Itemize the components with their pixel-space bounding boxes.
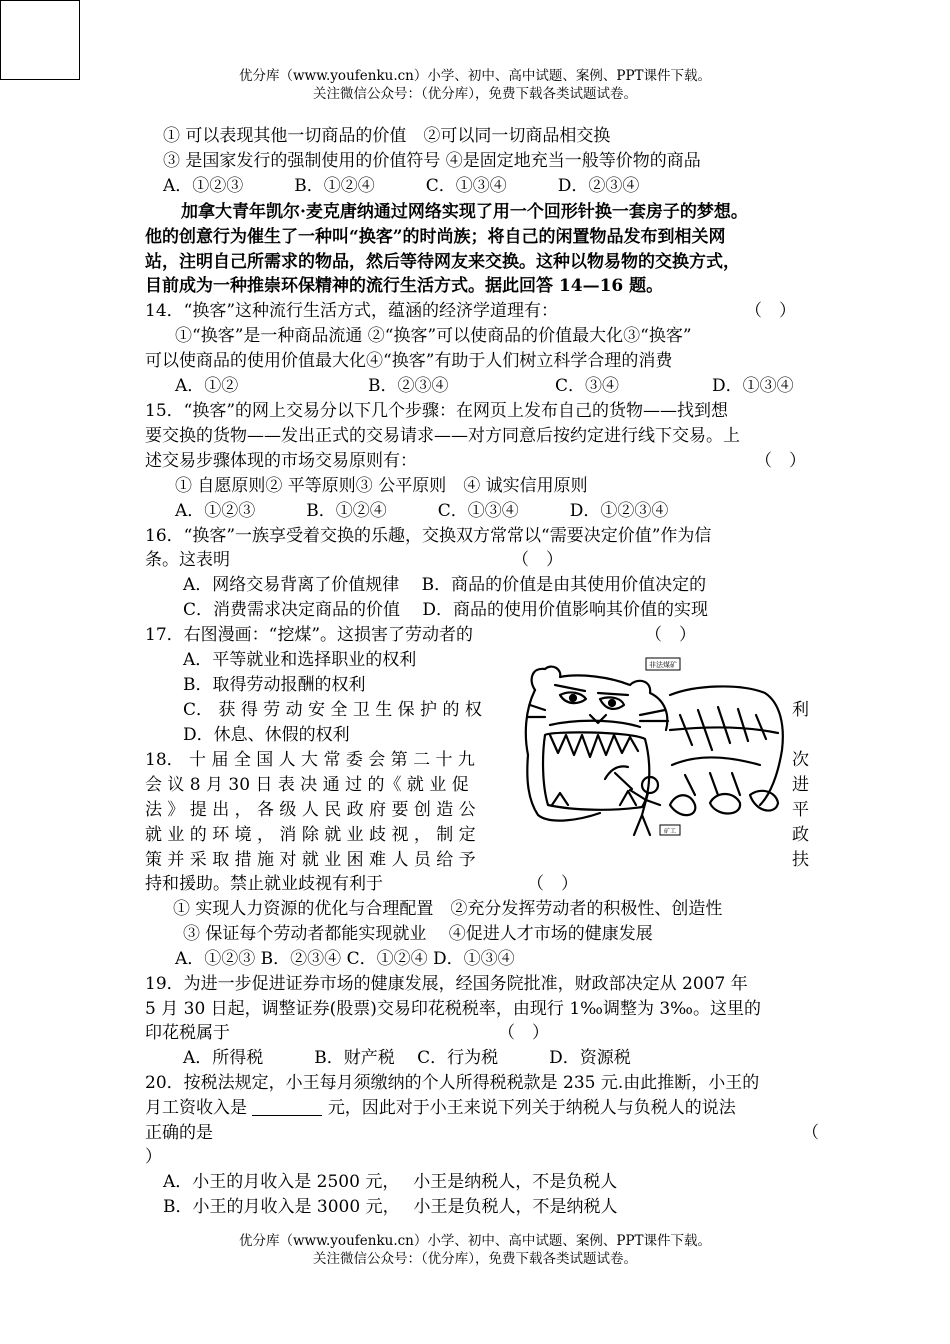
q18-line-2: 会 议 8 月 30 日 表 决 通 过 的《 就 业 促: [145, 775, 469, 795]
q18-line-4: 就 业 的 环 境 ， 消 除 就 业 歧 视 ， 制 定: [145, 825, 476, 845]
q18-options-34: ③ 保证每个劳动者都能实现就业 ④促进人才市场的健康发展: [183, 924, 653, 944]
passage-line-1: 加拿大青年凯尔·麦克唐纳通过网络实现了用一个回形针换一套房子的梦想。: [181, 202, 748, 222]
q14-options-line-2: 可以使商品的使用价值最大化④“换客”有助于人们树立科学合理的消费: [145, 351, 673, 371]
footer-line-1: 优分库（www.youfenku.cn）小学、初中、高中试题、案例、PPT课件下载。: [238, 1233, 712, 1249]
q18-line-1-end: 次: [792, 750, 809, 770]
q14-answer-paren: （ ）: [745, 301, 796, 321]
q13-choices: A．①②③ B．①②④ C．①③④ D．②③④: [163, 176, 640, 196]
page-header: [0, 67, 950, 103]
q19-stem-line-2: 5 月 30 日起，调整证券(股票)交易印花税税率，由现行 1‰调整为 3‰。这里的: [145, 999, 761, 1019]
cartoon-sign-label: 非法煤矿: [649, 661, 677, 669]
q15-stem-line-3: 述交易步骤体现的市场交易原则有：: [145, 451, 417, 471]
coal-mine-cartoon: [520, 655, 790, 845]
passage-line-3: 站，注明自己所需求的物品，然后等待网友来交换。这种以物易物的交换方式，: [145, 252, 740, 272]
q17-choice-c: C． 获 得 劳 动 安 全 卫 生 保 护 的 权: [183, 700, 482, 720]
q18-choices: A．①②③ B．②③④ C．①②④ D．①③④: [175, 949, 515, 969]
q18-line-3: 法 》 提 出 ， 各 级 人 民 政 府 要 创 造 公: [145, 800, 476, 820]
q20-paren-open: （: [802, 1123, 819, 1143]
q20-stem-line-2-start: 月工资收入是: [145, 1098, 247, 1118]
passage-line-4: 目前成为一种推崇环保精神的流行生活方式。据此回答 14—16 题。: [145, 276, 664, 296]
q16-answer-paren: （ ）: [512, 550, 563, 570]
q19-stem-line-1: 19．为进一步促进证券市场的健康发展，经国务院批准，财政部决定从 2007 年: [145, 974, 748, 994]
q14-options-line-1: ①“换客”是一种商品流通 ②“换客”可以使商品的价值最大化③“换客”: [175, 326, 692, 346]
q20-fill-blank[interactable]: [252, 1099, 322, 1116]
q13-options-12: ① 可以表现其他一切商品的价值 ②可以同一切商品相交换: [163, 126, 611, 146]
q18-options-12: ① 实现人力资源的优化与合理配置 ②充分发挥劳动者的积极性、创造性: [173, 899, 723, 919]
q18-line-5-end: 扶: [792, 850, 809, 870]
q18-line-2-end: 进: [792, 775, 809, 795]
q17-choice-d: D．休息、休假的权利: [183, 725, 350, 745]
q15-stem-line-2: 要交换的货物——发出正式的交易请求——对方同意后按约定进行线下交易。上: [145, 426, 740, 446]
q19-stem-line-3: 印花税属于: [145, 1023, 230, 1043]
q14-choice-b: B．②③④: [368, 376, 449, 396]
q16-choices-cd: C．消费需求决定商品的价值 D．商品的使用价值影响其价值的实现: [183, 600, 709, 620]
q19-answer-paren: （ ）: [498, 1023, 549, 1043]
q17-answer-paren: （ ）: [645, 625, 696, 645]
q20-paren-close: ）: [145, 1147, 162, 1167]
footer-line-2: 关注微信公众号：（优分库），免费下载各类试题试卷。: [313, 1251, 637, 1267]
q18-line-4-end: 政: [792, 825, 809, 845]
q13-options-34: ③ 是国家发行的强制使用的价值符号 ④是固定地充当一般等价物的商品: [163, 151, 701, 171]
q18-line-3-end: 平: [792, 800, 809, 820]
q16-stem-line-1: 16．“换客”一族享受着交换的乐趣，交换双方常常以“需要决定价值”作为信: [145, 526, 712, 546]
q16-choices-ab: A．网络交易背离了价值规律 B．商品的价值是由其使用价值决定的: [183, 575, 707, 595]
q19-choices: A．所得税 B．财产税 C．行为税 D．资源税: [183, 1048, 631, 1068]
q20-stem-line-2: [145, 1097, 736, 1119]
q15-choices: A．①②③ B．①②④ C．①③④ D．①②③④: [175, 501, 669, 521]
header-line-1: 优分库（www.youfenku.cn）小学、初中、高中试题、案例、PPT课件下载。: [238, 68, 712, 84]
q14-choice-a: A．①②: [175, 376, 239, 396]
q18-answer-paren: （ ）: [527, 874, 578, 894]
q20-stem-line-3: 正确的是: [145, 1123, 213, 1143]
q20-choice-b: B．小王的月收入是 3000 元， 小王是负税人，不是纳税人: [163, 1197, 618, 1217]
passage-line-2: 他的创意行为催生了一种叫“换客”的时尚族；将自己的闲置物品发布到相关网: [145, 227, 726, 247]
q20-choice-a: A．小王的月收入是 2500 元， 小王是纳税人，不是负税人: [163, 1172, 618, 1192]
q16-stem-line-2: 条。这表明: [145, 550, 230, 570]
q18-line-6: 持和援助。禁止就业歧视有利于: [145, 874, 383, 894]
q14-choice-c: C．③④: [555, 376, 620, 396]
cartoon-worker-label: 矿工: [663, 828, 677, 835]
q15-stem-line-1: 15．“换客”的网上交易分以下几个步骤：在网页上发布自己的货物——找到想: [145, 401, 729, 421]
page-footer: [0, 1232, 950, 1268]
q17-stem: 17．右图漫画：“挖煤”。这损害了劳动者的: [145, 625, 474, 645]
q15-answer-paren: （ ）: [755, 451, 806, 471]
q17-choice-a: A．平等就业和选择职业的权利: [183, 650, 417, 670]
q18-line-1: 18． 十 届 全 国 人 大 常 委 会 第 二 十 九: [145, 750, 475, 770]
header-line-2: 关注微信公众号：（优分库），免费下载各类试题试卷。: [313, 86, 637, 102]
q17-choice-c-end: 利: [792, 700, 809, 720]
q17-choice-b: B．取得劳动报酬的权利: [183, 675, 366, 695]
q15-options: ① 自愿原则② 平等原则③ 公平原则 ④ 诚实信用原则: [175, 476, 588, 496]
q18-line-5: 策 并 采 取 措 施 对 就 业 困 难 人 员 给 予: [145, 850, 476, 870]
q20-stem-line-1: 20．按税法规定，小王每月须缴纳的个人所得税税款是 235 元.由此推断，小王的: [145, 1073, 760, 1093]
q14-stem: 14．“换客”这种流行生活方式，蕴涵的经济学道理有：: [145, 301, 559, 321]
q14-choice-d: D．①③④: [712, 376, 794, 396]
q20-stem-line-2-end: 元，因此对于小王来说下列关于纳税人与负税人的说法: [327, 1098, 736, 1118]
